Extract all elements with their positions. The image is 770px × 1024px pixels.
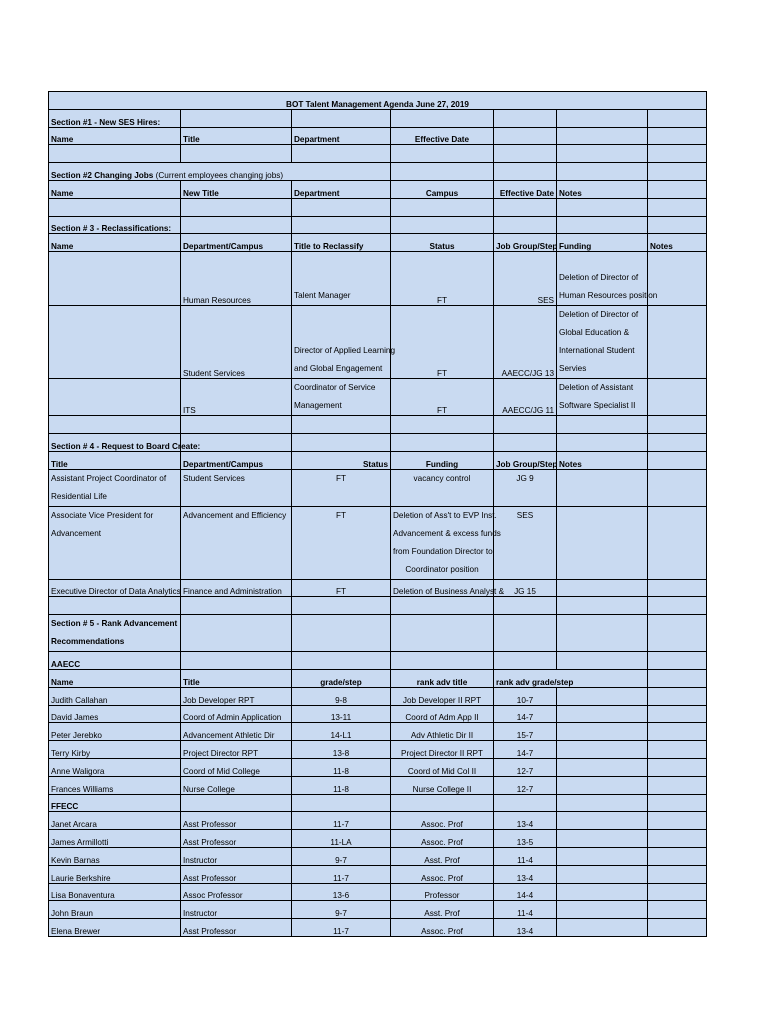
section-5-heading [49,615,181,652]
rank-name: Frances Williams [49,776,181,794]
reclass-department: Human Resources [181,252,292,306]
reclass-title-line: Coordinator of Service [294,383,376,393]
rank-adv-grade-step: 15-7 [494,723,557,741]
section-2-header-row [49,180,707,198]
ffecc-label: FFECC [49,794,181,812]
rank-name: Elena Brewer [49,919,181,937]
create-row [49,469,707,506]
rank-name: Anne Waligora [49,758,181,776]
title-row [49,92,707,110]
column-header: Funding [557,234,648,252]
rank-grade-step: 9-7 [292,847,391,865]
empty-row [49,416,707,434]
section-1-heading-row [49,109,707,127]
create-row [49,506,707,579]
column-header: Campus [391,180,494,198]
rank-title: Instructor [181,901,292,919]
rank-adv-grade-step: 14-7 [494,705,557,723]
rank-grade-step: 11-7 [292,919,391,937]
create-funding-line: vacancy control [413,473,471,483]
reclass-title [292,306,396,379]
rank-adv-title: Assoc. Prof [391,919,494,937]
rank-title: Asst Professor [181,865,292,883]
rank-title: Coord of Admin Application [181,705,292,723]
rank-title: Coord of Mid College [181,758,292,776]
rank-row [49,687,707,705]
rank-name: James Armillotti [49,830,181,848]
rank-adv-title: Professor [391,883,494,901]
create-department-text: Student Services [183,473,245,483]
create-title-line: Advancement [51,528,102,538]
column-header: rank adv title [391,669,494,687]
section-3-heading-row [49,216,707,234]
column-header: Title [49,451,181,469]
reclass-funding-line: Deletion of Assistant [559,383,634,393]
rank-adv-title: Project Director II RPT [391,741,494,759]
reclass-funding-line: International Student [559,346,635,356]
column-header: Funding [391,451,494,469]
empty-row [49,145,707,163]
ffecc-label-row [49,794,707,812]
create-job-group [494,506,557,579]
reclass-status: FT [391,379,494,416]
rank-adv-grade-step: 13-4 [494,865,557,883]
create-department-text: Advancement and Efficiency [183,510,287,520]
rank-adv-title: Nurse College II [391,776,494,794]
rank-adv-grade-step: 13-4 [494,919,557,937]
rank-title: Nurse College [181,776,292,794]
rank-grade-step: 9-8 [292,687,391,705]
rank-title: Assoc Professor [181,883,292,901]
section-4-header-row [49,451,707,469]
agenda-spreadsheet [48,91,707,937]
create-department [181,469,292,506]
reclass-funding-line: Global Education & [559,328,630,338]
rank-row [49,830,707,848]
column-header: Title [181,669,292,687]
rank-adv-title: Coord of Mid Col II [391,758,494,776]
create-title [49,506,181,579]
create-funding: Deletion of Business Analyst & [391,579,494,597]
create-funding-line: Deletion of Ass't to EVP Inst. [393,510,497,520]
rank-row [49,758,707,776]
rank-name: David James [49,705,181,723]
rank-adv-title: Assoc. Prof [391,865,494,883]
rank-adv-grade-step: 11-4 [494,847,557,865]
rank-grade-step: 9-7 [292,901,391,919]
rank-adv-grade-step: 14-4 [494,883,557,901]
create-job-group: JG 15 [494,579,557,597]
create-status [292,469,391,506]
rank-name: Terry Kirby [49,741,181,759]
rank-adv-title: Coord of Adm App II [391,705,494,723]
create-department: Finance and Administration [181,579,292,597]
column-header: Title [181,127,292,145]
create-funding [391,469,494,506]
reclass-status: FT [391,306,494,379]
rank-title: Job Developer RPT [181,687,292,705]
reclass-funding [557,252,658,306]
create-row [49,579,707,597]
rank-row [49,865,707,883]
reclass-row [49,252,707,306]
rank-title: Asst Professor [181,812,292,830]
column-header: Name [49,234,181,252]
section-1-heading: Section #1 - New SES Hires: [49,109,181,127]
rank-adv-grade-step: 13-5 [494,830,557,848]
rank-adv-grade-step: 14-7 [494,741,557,759]
column-header: Name [49,669,181,687]
column-header: Department [292,127,391,145]
column-header: New Title [181,180,292,198]
rank-name: Peter Jerebko [49,723,181,741]
rank-row [49,723,707,741]
rank-grade-step: 11-7 [292,812,391,830]
column-header: Status [292,451,391,469]
reclass-title-line: Management [294,401,342,411]
create-job-group [494,469,557,506]
rank-adv-title: Adv Athletic Dir II [391,723,494,741]
rank-grade-step: 11-7 [292,865,391,883]
reclass-funding-line: Human Resources position [559,291,658,301]
rank-title: Project Director RPT [181,741,292,759]
rank-grade-step: 11-LA [292,830,391,848]
column-header: Department/Campus [181,451,292,469]
rank-name: Judith Callahan [49,687,181,705]
rank-row [49,901,707,919]
section-2-heading-text: Section #2 Changing Jobs [51,170,154,180]
column-header: Job Group/Step [494,234,557,252]
rank-name: Lisa Bonaventura [49,883,181,901]
create-funding [391,506,501,579]
column-header: Department/Campus [181,234,292,252]
rank-grade-step: 13-6 [292,883,391,901]
aaecc-label: AAECC [49,652,181,670]
column-header: Notes [557,451,648,469]
reclass-title-line: Director of Applied Learning [294,346,396,356]
column-header: Name [49,180,181,198]
create-funding-line: Coordinator position [405,564,479,574]
create-funding-line: from Foundation Director to [393,546,493,556]
create-title: Executive Director of Data Analytics [49,579,181,597]
section-2-heading [49,163,391,181]
reclass-status: FT [391,252,494,306]
create-department [181,506,292,579]
section-4-heading-row [49,433,707,451]
column-header: Notes [557,180,648,198]
rank-title: Asst Professor [181,919,292,937]
rank-adv-grade-step: 12-7 [494,758,557,776]
reclass-title [292,379,391,416]
rank-adv-grade-step: 10-7 [494,687,557,705]
column-header: Name [49,127,181,145]
reclass-department: ITS [181,379,292,416]
reclass-job-group: AAECC/JG 13 [494,306,557,379]
create-status-text: FT [335,473,346,483]
reclass-funding-line: Deletion of Director of [559,273,639,283]
create-job-group-text: JG 9 [516,473,534,483]
create-job-group-text: SES [516,510,534,520]
reclass-department: Student Services [181,306,292,379]
empty-row [49,597,707,615]
section-4-heading: Section # 4 - Request to Board Create: [49,433,181,451]
reclass-job-group: AAECC/JG 11 [494,379,557,416]
sheet-title: BOT Talent Management Agenda June 27, 2019 [49,92,707,110]
rank-row [49,847,707,865]
column-header: Department [292,180,391,198]
reclass-row [49,306,707,379]
rank-grade-step: 13-11 [292,705,391,723]
rank-adv-title: Assoc. Prof [391,830,494,848]
rank-title: Instructor [181,847,292,865]
rank-name: Kevin Barnas [49,847,181,865]
reclass-job-group: SES [494,252,557,306]
create-title-line: Associate Vice President for [51,510,154,520]
reclass-title-line: Talent Manager [294,291,351,301]
section-5-header-row [49,669,707,687]
rank-title: Asst Professor [181,830,292,848]
rank-grade-step: 13-8 [292,741,391,759]
reclass-funding-line: Software Specialist II [559,401,636,411]
rank-grade-step: 11-8 [292,776,391,794]
section-2-heading-note: (Current employees changing jobs) [155,170,284,180]
rank-adv-title: Asst. Prof [391,901,494,919]
column-header: grade/step [292,669,391,687]
section-3-heading: Section # 3 - Reclassifications: [49,216,181,234]
column-header: Notes [648,234,707,252]
column-header: Effective Date [391,127,494,145]
reclass-title-line: and Global Engagement [294,364,383,374]
create-status [292,506,391,579]
rank-row [49,883,707,901]
rank-grade-step: 14-L1 [292,723,391,741]
column-header: rank adv grade/step [494,669,648,687]
rank-row [49,705,707,723]
create-title-line: Residential Life [51,491,107,501]
section-5-heading-line: Section # 5 - Rank Advancement [51,619,178,629]
reclass-row [49,379,707,416]
reclass-funding [557,306,648,379]
rank-name: Janet Arcara [49,812,181,830]
create-status-text: FT [335,510,346,520]
rank-adv-grade-step: 12-7 [494,776,557,794]
column-header: Effective Date [494,180,557,198]
rank-title: Advancement Athletic Dir [181,723,292,741]
section-5-heading-row [49,615,707,652]
rank-adv-title: Job Developer II RPT [391,687,494,705]
section-1-header-row [49,127,707,145]
rank-adv-title: Asst. Prof [391,847,494,865]
rank-adv-grade-step: 11-4 [494,901,557,919]
rank-adv-grade-step: 13-4 [494,812,557,830]
reclass-funding [557,379,648,416]
rank-row [49,776,707,794]
section-5-heading-line: Recommendations [51,637,125,647]
section-2-heading-row [49,163,707,181]
reclass-funding-line: Deletion of Director of [559,310,639,320]
create-title [49,469,181,506]
rank-grade-step: 11-8 [292,758,391,776]
rank-row [49,741,707,759]
section-3-header-row [49,234,707,252]
rank-adv-title: Assoc. Prof [391,812,494,830]
create-status: FT [292,579,391,597]
reclass-funding-line: Servies [559,364,587,374]
rank-row [49,812,707,830]
rank-name: Laurie Berkshire [49,865,181,883]
column-header: Status [391,234,494,252]
column-header: Job Group/Step [494,451,557,469]
rank-name: John Braun [49,901,181,919]
column-header: Title to Reclassify [292,234,391,252]
aaecc-label-row [49,652,707,670]
rank-row [49,919,707,937]
empty-row [49,198,707,216]
create-title-line: Assistant Project Coordinator of [51,473,167,483]
create-funding-line: Advancement & excess funds [393,528,501,538]
reclass-title [292,252,391,306]
